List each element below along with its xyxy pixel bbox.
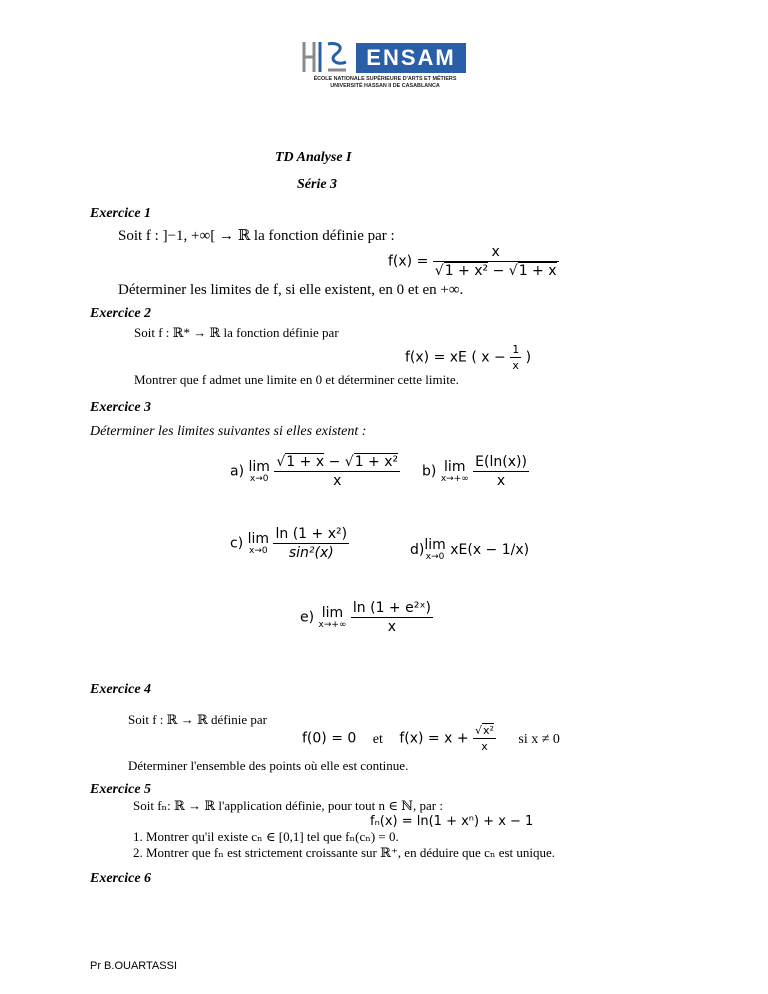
fraction-denominator: x xyxy=(333,473,342,489)
exercise-2-heading: Exercice 2 xyxy=(90,306,152,321)
sqrt-term-2: 1 + x² xyxy=(354,454,399,470)
formula-lhs: f(x) = xyxy=(388,253,433,270)
limit-label: a) xyxy=(230,463,249,480)
limit-expression: xE(x − 1/x) xyxy=(445,542,530,558)
formula-connector: et xyxy=(372,731,383,747)
document-title: TD Analyse I xyxy=(275,150,352,165)
limit-d xyxy=(410,538,529,562)
formula-fraction xyxy=(510,343,521,372)
formula-end: ) xyxy=(521,349,532,366)
limit-a xyxy=(230,454,400,489)
lim-text: lim xyxy=(424,537,446,553)
lim-text: lim xyxy=(247,530,270,547)
exercise-1-formula xyxy=(388,244,559,279)
formula-condition: si x ≠ 0 xyxy=(518,731,560,747)
exercise-5-statement: Soit fₙ: ℝ → ℝ l'application définie, pour tout n ∈ ℕ, par : xyxy=(133,798,443,813)
lim-operator xyxy=(319,606,347,630)
exercise-5-formula: fₙ(x) = ln(1 + xⁿ) + x − 1 xyxy=(370,814,534,829)
lim-subscript: x→0 xyxy=(249,473,269,484)
exercise-5-heading: Exercice 5 xyxy=(90,782,152,797)
limit-b xyxy=(422,454,529,489)
lim-text: lim xyxy=(321,604,344,621)
exercise-1-question: Déterminer les limites de f, si elle existent, en 0 et en +∞. xyxy=(118,282,464,298)
limit-fraction xyxy=(351,600,433,635)
fraction-denominator: sin²(x) xyxy=(288,545,334,561)
lim-subscript: x→0 xyxy=(425,552,445,562)
fraction-numerator: x xyxy=(433,244,559,262)
limit-label: d) xyxy=(410,542,425,558)
formula-start: f(x) = xE ( x − xyxy=(405,349,511,366)
exercise-5-question-1: 1. Montrer qu'il existe cₙ ∈ [0,1] tel que fₙ(cₙ) = 0. xyxy=(133,829,399,844)
exercise-2-question: Montrer que f admet une limite en 0 et déterminer cette limite. xyxy=(134,372,459,387)
fraction-numerator: ln (1 + e²ˣ) xyxy=(352,600,432,616)
limit-fraction xyxy=(473,454,529,489)
lim-subscript: x→+∞ xyxy=(440,473,469,484)
exercise-4-question: Déterminer l'ensemble des points où elle est continue. xyxy=(128,758,409,773)
footer-author: Pr B.OUARTASSI xyxy=(90,960,178,972)
sqrt-term-1: 1 + x² xyxy=(444,263,489,279)
exercise-2-statement: Soit f : ℝ* → ℝ la fonction définie par xyxy=(134,325,339,340)
fraction-denominator: x xyxy=(512,359,519,372)
exercise-4-heading: Exercice 4 xyxy=(90,682,152,697)
fraction-numerator: E(ln(x)) xyxy=(475,454,527,470)
fraction-denominator: √1 + x² − √1 + x xyxy=(434,263,557,279)
series-title: Série 3 xyxy=(297,177,338,192)
lim-text: lim xyxy=(248,458,270,475)
exercise-3-intro: Déterminer les limites suivantes si elles existent : xyxy=(90,424,367,439)
sqrt-term-2: 1 + x xyxy=(518,263,557,279)
exercise-5-question-2: 2. Montrer que fₙ est strictement croissante sur ℝ⁺, en déduire que cₙ est unique. xyxy=(133,845,556,860)
limit-e xyxy=(300,600,433,635)
exercise-2-formula xyxy=(405,343,531,372)
limit-fraction xyxy=(274,454,400,489)
logo-school-name: ÉCOLE NATIONALE SUPÉRIEURE D'ARTS ET MÉTIERS xyxy=(313,76,457,82)
fraction-numerator: √x² xyxy=(475,724,494,737)
formula-fraction xyxy=(473,724,496,753)
exercise-4-statement: Soit f : ℝ → ℝ définie par xyxy=(128,712,267,727)
minus-sign: − xyxy=(324,454,345,470)
sqrt-term-1: 1 + x xyxy=(286,454,325,470)
lim-text: lim xyxy=(444,458,466,475)
ensam-logo-text: ENSAM xyxy=(356,43,466,73)
lim-operator xyxy=(424,538,445,562)
limit-label: b) xyxy=(422,463,441,480)
fraction-numerator: 1 xyxy=(512,343,520,356)
exercise-1-heading: Exercice 1 xyxy=(90,206,152,221)
formula-f0: f(0) = 0 xyxy=(302,730,357,747)
university-logo-icon xyxy=(300,40,352,74)
lim-operator xyxy=(249,460,270,484)
exercise-3-heading: Exercice 3 xyxy=(90,400,152,415)
logo-university-name: UNIVERSITÉ HASSAN II DE CASABLANCA xyxy=(330,83,440,89)
limit-label: c) xyxy=(230,535,248,552)
fraction-denominator: x xyxy=(481,740,488,753)
fraction-numerator: √1 + x − √1 + x² xyxy=(276,454,399,470)
fraction-denominator: x xyxy=(496,473,506,489)
lim-operator xyxy=(248,532,269,556)
lim-operator xyxy=(441,460,469,484)
lim-subscript: x→+∞ xyxy=(318,619,347,630)
exercise-4-formula xyxy=(302,724,560,753)
sqrt-term: x² xyxy=(483,724,494,737)
limit-label: e) xyxy=(300,609,319,626)
ensam-logo xyxy=(300,40,470,90)
formula-fx: f(x) = x + xyxy=(399,730,474,747)
formula-fraction xyxy=(433,244,559,279)
exercise-1-statement: Soit f : ]−1, +∞[ → ℝ la fonction définie par : xyxy=(118,228,395,244)
limit-fraction xyxy=(273,526,349,561)
fraction-numerator: ln (1 + x²) xyxy=(275,526,348,542)
fraction-denominator: x xyxy=(387,619,397,635)
lim-subscript: x→0 xyxy=(249,545,268,556)
exercise-6-heading: Exercice 6 xyxy=(90,871,152,886)
limit-c xyxy=(230,526,349,561)
